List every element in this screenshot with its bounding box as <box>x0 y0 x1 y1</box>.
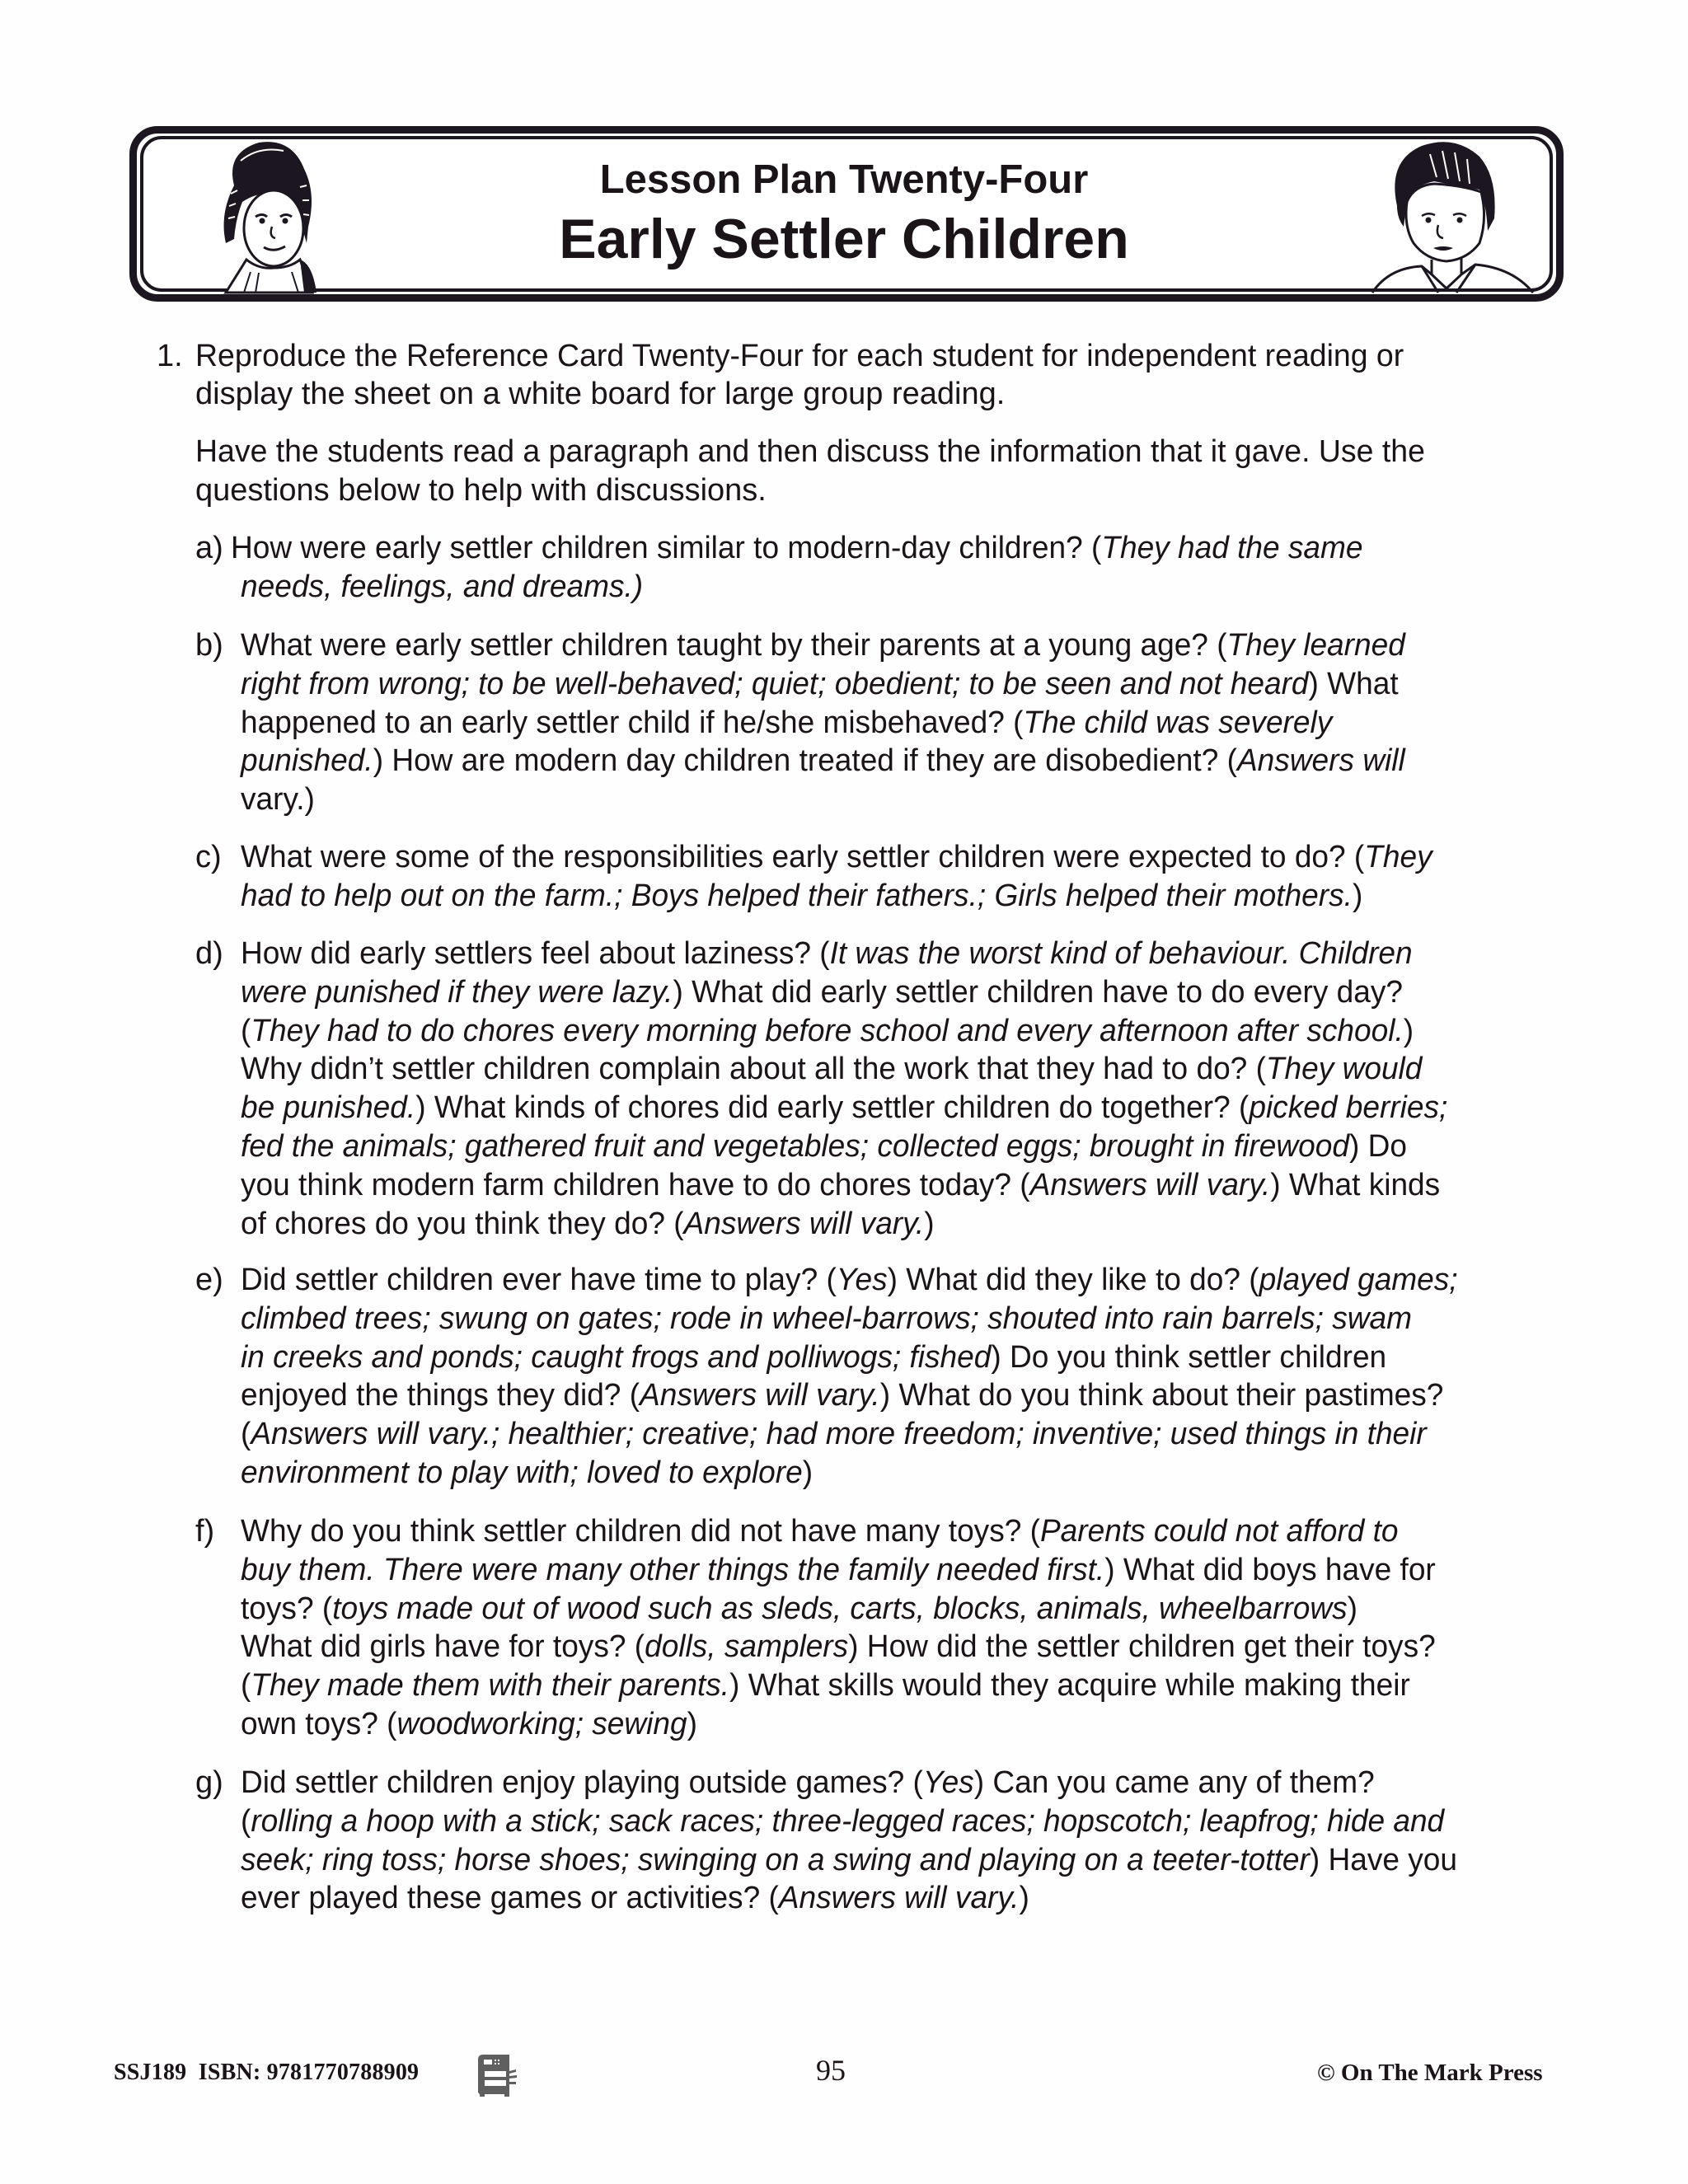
question-text: ) What skills would they acquire while making their <box>729 1668 1410 1704</box>
copyright: © On The Mark Press <box>1317 2060 1543 2086</box>
question-line <box>241 1551 1436 1589</box>
answer-text: in creeks and ponds; caught frogs and polliwogs; fished <box>241 1339 992 1375</box>
question-text: ( <box>241 1417 251 1452</box>
question-text: ) <box>1403 1013 1414 1048</box>
question-line <box>241 1590 1357 1628</box>
question-line <box>241 1802 1444 1840</box>
question-text: ( <box>241 1803 251 1839</box>
question-text: ) What did boys have for <box>1104 1552 1436 1587</box>
question-line <box>241 1166 1440 1204</box>
question-line <box>241 1338 1386 1376</box>
question-text: ) <box>924 1206 935 1241</box>
question-text: ) <box>802 1455 814 1490</box>
question-text: Did settler children ever have time to play? ( <box>241 1263 837 1297</box>
question-text: ) What kinds <box>1270 1167 1441 1202</box>
answer-text: They would <box>1265 1052 1423 1087</box>
question-line <box>241 1764 1375 1802</box>
answer-text: Parents could not afford to <box>1039 1514 1399 1549</box>
question-marker: b) <box>195 628 223 663</box>
question-line <box>241 1415 1427 1453</box>
question-line <box>241 626 1405 664</box>
question-line <box>241 935 1413 972</box>
answer-text: woodworking; sewing <box>396 1707 687 1741</box>
answer-text: buy them. There were many other things the family needed first. <box>241 1552 1105 1587</box>
question-marker: a) <box>195 531 223 565</box>
question-text: ) <box>1019 1881 1029 1916</box>
question-line <box>241 780 315 818</box>
answer-text: It was the worst kind of behaviour. Children <box>829 936 1413 971</box>
answer-text: punished. <box>241 743 373 779</box>
question-text: you think modern farm children have to do chores today? ( <box>241 1167 1030 1202</box>
answer-text: The child was severely <box>1023 705 1333 740</box>
question-line <box>241 1089 1447 1127</box>
question-line <box>241 1666 1410 1704</box>
question-line <box>241 1376 1443 1414</box>
answer-text: rolling a hoop with a stick; sack races; three-legged races; hopscotch; leapfrog; hide and <box>251 1803 1445 1839</box>
answer-text: were punished if they were lazy. <box>241 974 673 1010</box>
printer-icon <box>473 2051 519 2097</box>
question-line <box>241 877 1362 915</box>
question-text: ) Do you think settler children <box>991 1339 1387 1375</box>
answer-text: climbed trees; swung on gates; rode in wheel-barrows; shouted into rain barrels; swam <box>241 1301 1412 1336</box>
question-text: ) What kinds of chores did early settler children do together? ( <box>415 1090 1250 1126</box>
question-line <box>241 665 1399 703</box>
product-code: SSJ189 <box>114 2060 187 2085</box>
instruction-line: display the sheet on a white board for large group reading. <box>195 377 1006 411</box>
question-text: ) <box>1352 878 1363 913</box>
question-text: ) Do <box>1348 1129 1407 1164</box>
question-line <box>241 1261 1458 1299</box>
question-text: ever played these games or activities? ( <box>241 1881 779 1916</box>
answer-text: Yes <box>922 1765 974 1800</box>
question-line <box>241 568 643 606</box>
question-marker: e) <box>195 1263 223 1297</box>
question-text: ) What <box>1308 666 1399 701</box>
question-line <box>241 1012 1414 1050</box>
question-text: ) Can you came any of them? <box>973 1765 1375 1800</box>
isbn: ISBN: 9781770788909 <box>198 2060 420 2085</box>
question-line <box>241 742 1405 780</box>
question-text: toys? ( <box>241 1591 333 1626</box>
question-marker: d) <box>195 936 223 971</box>
answer-text: be punished. <box>241 1090 416 1126</box>
instruction-line: Reproduce the Reference Card Twenty-Four for each student for independent reading or <box>195 339 1404 373</box>
answer-text: They <box>1364 840 1432 874</box>
question-text: ) What did they like to do? ( <box>887 1263 1259 1297</box>
answer-text: Answers will <box>1236 743 1405 779</box>
answer-text: had to help out on the farm.; Boys helped their fathers.; Girls helped their mothers. <box>241 878 1353 913</box>
question-marker: c) <box>195 840 222 874</box>
question-line <box>241 1628 1436 1666</box>
question-text: ) How are modern day children treated if they are disobedient? ( <box>373 743 1237 779</box>
question-text: What were early settler children taught by their parents at a young age? ( <box>241 628 1227 663</box>
question-text: ) What do you think about their pastimes? <box>879 1378 1444 1413</box>
answer-text: toys made out of wood such as sleds, carts, blocks, animals, wheelbarrows <box>332 1591 1348 1626</box>
instruction-paragraph-line: questions below to help with discussions. <box>195 473 767 508</box>
answer-text: Answers will vary.; healthier; creative; had more freedom; inventive; used things in their <box>251 1417 1427 1452</box>
answer-text: Answers will vary. <box>1029 1167 1271 1202</box>
question-text: ) How did the settler children get their toys? <box>848 1629 1436 1665</box>
question-line <box>231 529 1363 567</box>
answer-text: played games; <box>1259 1263 1458 1297</box>
answer-text: dolls, samplers <box>645 1629 849 1665</box>
question-line <box>241 1300 1412 1338</box>
answer-text: fed the animals; gathered fruit and vegetables; collected eggs; brought in firewood <box>241 1129 1349 1164</box>
question-text: Why didn’t settler children complain about all the work that they had to do? ( <box>241 1052 1266 1087</box>
question-line <box>241 1705 697 1743</box>
question-text: How were early settler children similar to modern-day children? ( <box>231 531 1102 565</box>
answer-text: Yes <box>836 1263 888 1297</box>
answer-text: environment to play with; loved to explore <box>241 1455 803 1490</box>
page-title: Early Settler Children <box>559 208 1129 270</box>
question-line <box>241 973 1403 1011</box>
question-text: Did settler children enjoy playing outside games? ( <box>241 1765 923 1800</box>
instruction-number: 1. <box>157 339 183 373</box>
question-line <box>241 1879 1029 1917</box>
answer-text: They had to do chores every morning before school and every afternoon after school. <box>251 1013 1404 1048</box>
question-line <box>241 704 1332 742</box>
answer-text: They learned <box>1226 628 1405 663</box>
answer-text: Answers will vary. <box>778 1881 1020 1916</box>
question-text: of chores do you think they do? ( <box>241 1206 684 1241</box>
question-line <box>241 1512 1399 1550</box>
answer-text: They had the same <box>1101 531 1363 565</box>
question-line <box>241 1841 1457 1879</box>
question-text: Why do you think settler children did not have many toys? ( <box>241 1514 1040 1549</box>
instruction-paragraph-line: Have the students read a paragraph and then discuss the information that it gave. Use the <box>195 434 1425 469</box>
question-text: vary.) <box>241 782 315 818</box>
question-text: happened to an early settler child if he/she misbehaved? ( <box>241 705 1024 740</box>
question-text: What did girls have for toys? ( <box>241 1629 645 1665</box>
question-text: ) Have you <box>1309 1842 1457 1877</box>
question-line <box>241 838 1432 876</box>
lesson-plan-subtitle: Lesson Plan Twenty-Four <box>599 157 1089 202</box>
answer-text: seek; ring toss; horse shoes; swinging on a swing and playing on a teeter-totter <box>241 1842 1310 1877</box>
answer-text: Answers will vary. <box>640 1378 880 1413</box>
question-line <box>241 1127 1407 1165</box>
answer-text: They made them with their parents. <box>251 1668 730 1704</box>
question-line <box>241 1205 935 1243</box>
question-line <box>241 1050 1422 1088</box>
question-text: ) <box>687 1707 697 1741</box>
question-marker: f) <box>195 1514 215 1549</box>
question-text: enjoyed the things they did? ( <box>241 1378 640 1413</box>
answer-text: needs, feelings, and dreams.) <box>241 569 644 604</box>
question-text: ( <box>241 1013 251 1048</box>
answer-text: Answers will vary. <box>683 1206 925 1241</box>
question-text: own toys? ( <box>241 1707 397 1741</box>
question-text: ) What did early settler children have to do every day? <box>673 974 1403 1010</box>
question-text: How did early settlers feel about laziness? ( <box>241 936 830 971</box>
footer-product-code <box>114 2059 419 2087</box>
question-text: What were some of the responsibilities early settler children were expected to do? ( <box>241 840 1365 874</box>
question-line <box>241 1454 813 1492</box>
question-marker: g) <box>195 1765 223 1800</box>
page-number: 95 <box>816 2054 846 2087</box>
answer-text: picked berries; <box>1249 1090 1448 1126</box>
answer-text: right from wrong; to be well-behaved; quiet; obedient; to be seen and not heard <box>241 666 1309 701</box>
question-text: ) <box>1347 1591 1357 1626</box>
question-text: ( <box>241 1668 251 1704</box>
